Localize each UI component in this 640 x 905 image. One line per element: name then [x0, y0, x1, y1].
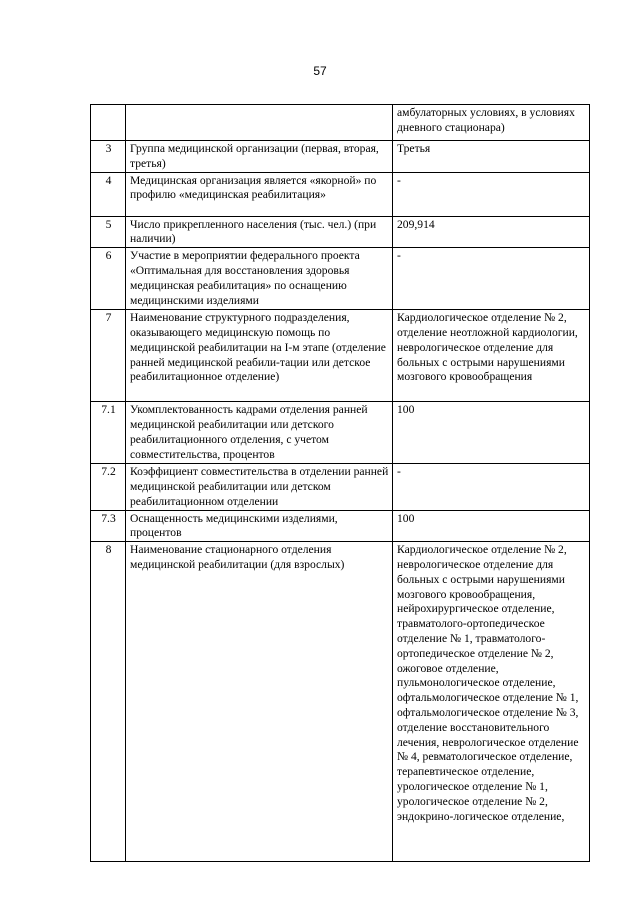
table-row: [91, 172, 590, 216]
row-number: 7: [91, 310, 126, 402]
row-number: 8: [91, 542, 126, 862]
row-number: [91, 105, 126, 141]
table-row: [91, 216, 590, 248]
row-parameter: [126, 105, 393, 141]
table-row: [91, 310, 590, 402]
table-row: [91, 464, 590, 510]
row-value: 100: [393, 402, 590, 464]
row-parameter: Медицинская организация является «якорной» по профилю «медицинская реабилитация»: [126, 172, 393, 216]
table-row: [91, 510, 590, 542]
row-number: 6: [91, 248, 126, 310]
row-parameter: Участие в мероприятии федерального проекта «Оптимальная для восстановления здоровья медицинская реабилитация» по оснащению медицинскими изделиями: [126, 248, 393, 310]
table-row: [91, 402, 590, 464]
row-parameter: Укомплектованность кадрами отделения ранней медицинской реабилитации или детского реабилитационного отделения, с учетом совместительства, процентов: [126, 402, 393, 464]
row-parameter: Число прикрепленного населения (тыс. чел.) (при наличии): [126, 216, 393, 248]
row-number: 4: [91, 172, 126, 216]
row-value: 209,914: [393, 216, 590, 248]
row-value: Третья: [393, 141, 590, 173]
row-value: -: [393, 248, 590, 310]
row-number: 5: [91, 216, 126, 248]
table-row: [91, 141, 590, 173]
row-value: 100: [393, 510, 590, 542]
row-value: -: [393, 464, 590, 510]
table-row: [91, 105, 590, 141]
row-number: 7.2: [91, 464, 126, 510]
row-value: -: [393, 172, 590, 216]
row-number: 3: [91, 141, 126, 173]
row-value: Кардиологическое отделение № 2, неврологическое отделение для больных с острыми нарушениями мозгового кровообращения, нейрохирургическое отделение, травматолого-ортопедическое отделение № 1, травматолого-ортопедическое отделение № 2, ожоговое отделение, пульмонологическое отделение, офтальмологическое отделение № 1, офтальмологическое отделение № 3, отделение восстановительного лечения, неврологическое отделение № 4, ревматологическое отделение, терапевтическое отделение, урологическое отделение № 1, урологическое отделение № 2, эндокрино-логическое отделение,: [393, 542, 590, 862]
row-parameter: Коэффициент совместительства в отделении ранней медицинской реабилитации или детском реабилитационном отделении: [126, 464, 393, 510]
row-parameter: Наименование стационарного отделения медицинской реабилитации (для взрослых): [126, 542, 393, 862]
row-parameter: Наименование структурного подразделения, оказывающего медицинскую помощь по медицинской реабилитации на I-м этапе (отделение ранней медицинской реабили-тации или детское реабилитационное отделение): [126, 310, 393, 402]
row-number: 7.1: [91, 402, 126, 464]
row-value: амбулаторных условиях, в условиях дневного стационара): [393, 105, 590, 141]
row-parameter: Группа медицинской организации (первая, вторая, третья): [126, 141, 393, 173]
row-parameter: Оснащенность медицинскими изделиями, процентов: [126, 510, 393, 542]
table-row: [91, 248, 590, 310]
info-table: [90, 104, 590, 862]
row-value: Кардиологическое отделение № 2, отделение неотложной кардиологии, неврологическое отделение для больных с острыми нарушениями мозгового кровообращения: [393, 310, 590, 402]
row-number: 7.3: [91, 510, 126, 542]
table-row: [91, 542, 590, 862]
page-number: 57: [313, 64, 327, 78]
